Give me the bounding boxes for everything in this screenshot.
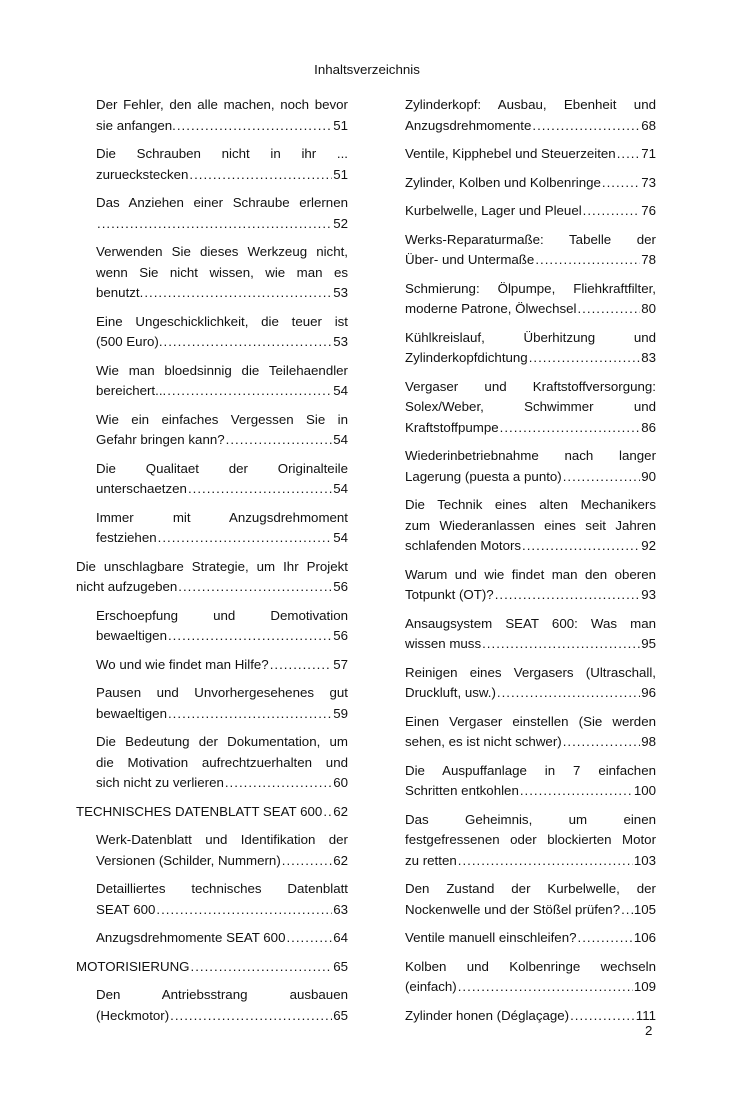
toc-page-number: 60 (333, 775, 348, 790)
toc-entry[interactable] (405, 201, 656, 222)
toc-page-number: 54 (333, 383, 348, 398)
toc-entry-title-line: MOTORISIERUNG (76, 958, 190, 974)
toc-page-number: 76 (641, 203, 656, 218)
toc-page-number: 98 (641, 734, 656, 749)
toc-entry-title-line: Vergaser und Kraftstoffversorgung: (405, 378, 656, 394)
toc-entry[interactable] (405, 446, 656, 487)
dot-leader (164, 332, 333, 353)
toc-entry-title-line: zum Wiederanlassen eines seit Jahren (405, 517, 656, 533)
toc-entry[interactable] (76, 655, 348, 676)
dot-leader (286, 928, 332, 949)
toc-right-column (405, 95, 656, 1034)
dot-leader (563, 732, 641, 753)
toc-entry[interactable] (76, 732, 348, 794)
toc-entry[interactable] (76, 508, 348, 549)
toc-entry-title-line: Warum und wie findet man den oberen (405, 566, 656, 582)
toc-page-number: 54 (333, 432, 348, 447)
toc-entry-title-line: Kolben und Kolbenringe wechseln (405, 958, 656, 974)
toc-page-number: 56 (333, 628, 348, 643)
toc-page-number: 51 (333, 117, 348, 133)
toc-entry-title-line: Anzugsdrehmomente SEAT 600 (96, 930, 286, 945)
toc-entry[interactable] (405, 663, 656, 704)
toc-entry-title-line: Pausen und Unvorhergesehenes gut (96, 685, 348, 700)
dot-leader (178, 577, 332, 598)
toc-entry-title-line: Reinigen eines Vergasers (Ultraschall, (405, 664, 656, 680)
toc-entry-title-line: Totpunkt (OT)? (405, 587, 494, 602)
toc-entry-title-line: zu retten (405, 852, 457, 868)
toc-page-number: 105 (633, 901, 656, 917)
toc-page-number: 65 (333, 1007, 348, 1023)
toc-page-number: 73 (641, 174, 656, 190)
toc-entry[interactable] (76, 193, 348, 234)
toc-entry-title-line: Erschoepfung und Demotivation (96, 607, 348, 623)
toc-entry-title-line: zurueckstecken (96, 166, 189, 182)
toc-entry[interactable] (405, 144, 656, 165)
toc-entry-title-line: Lagerung (puesta a punto) (405, 468, 562, 484)
toc-entry[interactable] (405, 712, 656, 753)
toc-entry-title-line: Das Geheimnis, um einen (405, 811, 656, 827)
toc-entry[interactable] (405, 879, 656, 920)
toc-page-number: 106 (633, 930, 656, 945)
toc-entry-title-line: Ventile manuell einschleifen? (405, 930, 577, 945)
toc-page-number: 103 (633, 852, 656, 868)
dot-leader (458, 977, 633, 998)
toc-entry-title-line: benutzt. (96, 285, 144, 300)
toc-entry-title-line: festgefressenen oder blockierten Motor (405, 832, 656, 847)
toc-entry-title-line: bereichert... (96, 383, 167, 398)
toc-entry-title-line: Kühlkreislauf, Überhitzung und (405, 329, 656, 345)
dot-leader (500, 418, 641, 439)
dot-leader (225, 773, 332, 794)
toc-page-number: 59 (333, 705, 348, 721)
toc-page-number: 62 (333, 803, 348, 819)
toc-entry-title-line: die Motivation aufrechtzuerhalten und (96, 754, 348, 770)
toc-entry[interactable] (405, 1006, 656, 1027)
dot-leader (583, 201, 641, 222)
toc-page-number: 83 (641, 350, 656, 365)
toc-entry-title-line: Werk-Datenblatt und Identifikation der (96, 832, 348, 847)
toc-entry-title-line: Nockenwelle und der Stößel prüfen? (405, 901, 621, 917)
toc-entry[interactable] (76, 459, 348, 500)
toc-page-number: 95 (641, 636, 656, 651)
dot-leader (577, 299, 640, 320)
toc-entry-title-line: wenn Sie nicht wissen, wie man es (96, 264, 348, 280)
toc-entry-title-line: Wo und wie findet man Hilfe? (96, 656, 269, 672)
toc-entry[interactable] (76, 928, 348, 949)
toc-entry[interactable] (405, 377, 656, 439)
toc-entry-title-line: schlafenden Motors (405, 538, 522, 553)
toc-page-number: 54 (333, 481, 348, 496)
dot-leader (168, 626, 332, 647)
toc-entry-title-line: Verwenden Sie dieses Werkzeug nicht, (96, 244, 348, 259)
toc-page-number: 53 (333, 334, 348, 349)
dot-leader (578, 928, 633, 949)
toc-page-number: 51 (333, 166, 348, 182)
dot-leader (158, 528, 333, 549)
toc-entry[interactable] (405, 614, 656, 655)
toc-entry[interactable] (76, 95, 348, 136)
toc-entry[interactable] (76, 606, 348, 647)
toc-page-number: 71 (641, 146, 656, 161)
toc-page-number: 100 (633, 783, 656, 798)
toc-entry-title-line: moderne Patrone, Ölwechsel (405, 301, 577, 316)
dot-leader (570, 1006, 635, 1027)
dot-leader (177, 116, 332, 137)
dot-leader (188, 479, 332, 500)
toc-page-number: 53 (333, 285, 348, 300)
toc-entry[interactable] (405, 810, 656, 872)
toc-entry-title-line: Zylinder honen (Déglaçage) (405, 1007, 570, 1023)
dot-leader (167, 381, 332, 402)
page-number: 2 (645, 1023, 653, 1038)
toc-entry-title-line: Wiederinbetriebnahme nach langer (405, 448, 656, 463)
toc-entry-title-line: Über- und Untermaße (405, 252, 535, 267)
toc-entry[interactable] (405, 328, 656, 369)
toc-entry-title-line: Immer mit Anzugsdrehmoment (96, 509, 348, 525)
toc-entry-title-line: Detailliertes technisches Datenblatt (96, 881, 348, 896)
toc-entry-title-line: Der Fehler, den alle machen, noch bevor (96, 97, 348, 112)
toc-entry[interactable] (76, 557, 348, 598)
toc-page-number: 90 (641, 468, 656, 484)
toc-page-number: 93 (641, 587, 656, 602)
toc-entry-title-line: Ansaugsystem SEAT 600: Was man (405, 615, 656, 631)
dot-leader (529, 348, 641, 369)
toc-entry-title-line: Solex/Weber, Schwimmer und (405, 399, 656, 414)
dot-leader (532, 116, 640, 137)
toc-entry[interactable] (76, 361, 348, 402)
toc-entry-title-line: Versionen (Schilder, Nummern) (96, 852, 281, 868)
toc-entry-title-line: Den Antriebsstrang ausbauen (96, 987, 348, 1002)
toc-entry-title-line: festziehen (96, 530, 157, 545)
toc-entry-title-line: Den Zustand der Kurbelwelle, der (405, 881, 656, 896)
toc-entry-title-line: Die Auspuffanlage in 7 einfachen (405, 762, 656, 778)
toc-page-number: 57 (333, 656, 348, 672)
toc-entry-title-line: Schmierung: Ölpumpe, Fliehkraftfilter, (405, 280, 656, 296)
dot-leader (617, 144, 641, 165)
toc-entry[interactable] (76, 830, 348, 871)
toc-entry-title-line: unterschaetzen (96, 481, 187, 496)
dot-leader (563, 467, 640, 488)
toc-entry-title-line: Die Technik eines alten Mechanikers (405, 497, 656, 512)
toc-page-number: 86 (641, 419, 656, 435)
toc-entry[interactable] (405, 279, 656, 320)
dot-leader (535, 250, 640, 271)
toc-entry[interactable] (405, 761, 656, 802)
dot-leader (602, 173, 640, 194)
toc-entry[interactable] (76, 242, 348, 304)
toc-entry-title-line: Druckluft, usw.) (405, 685, 496, 700)
toc-entry[interactable] (405, 928, 656, 949)
dot-leader (497, 683, 640, 704)
toc-entry-title-line: sie anfangen. (96, 117, 176, 133)
dot-leader (621, 900, 633, 921)
dot-leader (482, 634, 640, 655)
toc-entry[interactable] (405, 95, 656, 136)
toc-entry-title-line: (Heckmotor) (96, 1007, 170, 1023)
toc-entry[interactable] (76, 879, 348, 920)
toc-page-number: 65 (333, 958, 348, 974)
toc-entry-title-line: Die unschlagbare Strategie, um Ihr Projekt (76, 558, 348, 574)
toc-entry[interactable] (76, 802, 348, 823)
toc-entry-title-line: nicht aufzugeben (76, 579, 178, 594)
toc-entry[interactable] (76, 312, 348, 353)
toc-entry[interactable] (76, 410, 348, 451)
toc-entry-title-line: Zylinderkopf: Ausbau, Ebenheit und (405, 97, 656, 112)
toc-page-number: 52 (333, 215, 348, 231)
toc-entry[interactable] (405, 173, 656, 194)
toc-page-number: 80 (641, 301, 656, 316)
dot-leader (144, 283, 332, 304)
toc-left-column (76, 95, 348, 1034)
toc-entry-title-line: wissen muss (405, 636, 482, 651)
dot-leader (270, 655, 332, 676)
toc-page-number: 56 (333, 579, 348, 594)
toc-entry[interactable] (76, 985, 348, 1026)
toc-entry-title-line: Werks-Reparaturmaße: Tabelle der (405, 231, 656, 247)
toc-entry[interactable] (76, 144, 348, 185)
dot-leader (168, 704, 332, 725)
toc-entry-title-line: Wie man bloedsinnig die Teilehaendler (96, 362, 348, 378)
toc-entry-title-line: Wie ein einfaches Vergessen Sie in (96, 411, 348, 427)
toc-entry-title-line: Ventile, Kipphebel und Steuerzeiten (405, 146, 616, 161)
dot-leader (282, 851, 332, 872)
toc-page-number: 96 (641, 685, 656, 700)
toc-entry-title-line: sich nicht zu verlieren (96, 775, 224, 790)
toc-entry-title-line: Kurbelwelle, Lager und Pleuel (405, 203, 582, 218)
toc-entry-title-line: TECHNISCHES DATENBLATT SEAT 600 (76, 803, 323, 819)
toc-page-number: 54 (333, 530, 348, 545)
toc-entry-title-line: Kraftstoffpumpe (405, 419, 499, 435)
toc-entry-title-line: bewaeltigen (96, 705, 167, 721)
dot-leader (458, 851, 633, 872)
toc-entry-title-line: Schritten entkohlen (405, 783, 519, 798)
toc-page-number: 68 (641, 117, 656, 133)
toc-entry-title-line: Zylinderkopfdichtung (405, 350, 528, 365)
toc-entry-title-line: (einfach) (405, 979, 457, 994)
dot-leader (323, 802, 332, 823)
dot-leader (97, 214, 332, 235)
toc-entry[interactable] (405, 230, 656, 271)
toc-entry[interactable] (405, 495, 656, 557)
toc-entry-title-line: Das Anziehen einer Schraube erlernen (96, 195, 348, 210)
toc-entry[interactable] (76, 683, 348, 724)
toc-entry-title-line: Anzugsdrehmomente (405, 117, 532, 133)
dot-leader (522, 536, 640, 557)
toc-entry-title-line: Die Bedeutung der Dokumentation, um (96, 734, 348, 749)
toc-entry-title-line: Eine Ungeschicklichkeit, die teuer ist (96, 313, 348, 329)
dot-leader (226, 430, 333, 451)
toc-entry-title-line: (500 Euro). (96, 334, 163, 349)
toc-page-number: 111 (635, 1007, 656, 1023)
dot-leader (495, 585, 641, 606)
toc-page-number: 63 (333, 901, 348, 917)
toc-entry-title-line: bewaeltigen (96, 628, 167, 643)
toc-entry-title-line: Die Schrauben nicht in ihr ... (96, 146, 348, 161)
toc-entry-title-line: Einen Vergaser einstellen (Sie werden (405, 713, 656, 729)
toc-entry-title-line: Gefahr bringen kann? (96, 432, 225, 447)
toc-entry-title-line: sehen, es ist nicht schwer) (405, 734, 562, 749)
toc-page-number: 109 (633, 979, 656, 994)
toc-entry-title-line: Zylinder, Kolben und Kolbenringe (405, 174, 601, 190)
toc-entry-title-line: Die Qualitaet der Originalteile (96, 460, 348, 476)
toc-page-number: 62 (333, 852, 348, 868)
dot-leader (170, 1006, 332, 1027)
page-title: Inhaltsverzeichnis (314, 62, 420, 77)
dot-leader (191, 957, 333, 978)
toc-entry[interactable] (76, 957, 348, 978)
toc-page-number: 64 (333, 930, 348, 945)
dot-leader (156, 900, 332, 921)
toc-entry[interactable] (405, 565, 656, 606)
toc-page-number: 92 (641, 538, 656, 553)
toc-entry-title-line: SEAT 600 (96, 901, 156, 917)
dot-leader (520, 781, 633, 802)
toc-entry[interactable] (405, 957, 656, 998)
toc-page-number: 78 (641, 252, 656, 267)
dot-leader (189, 165, 332, 186)
